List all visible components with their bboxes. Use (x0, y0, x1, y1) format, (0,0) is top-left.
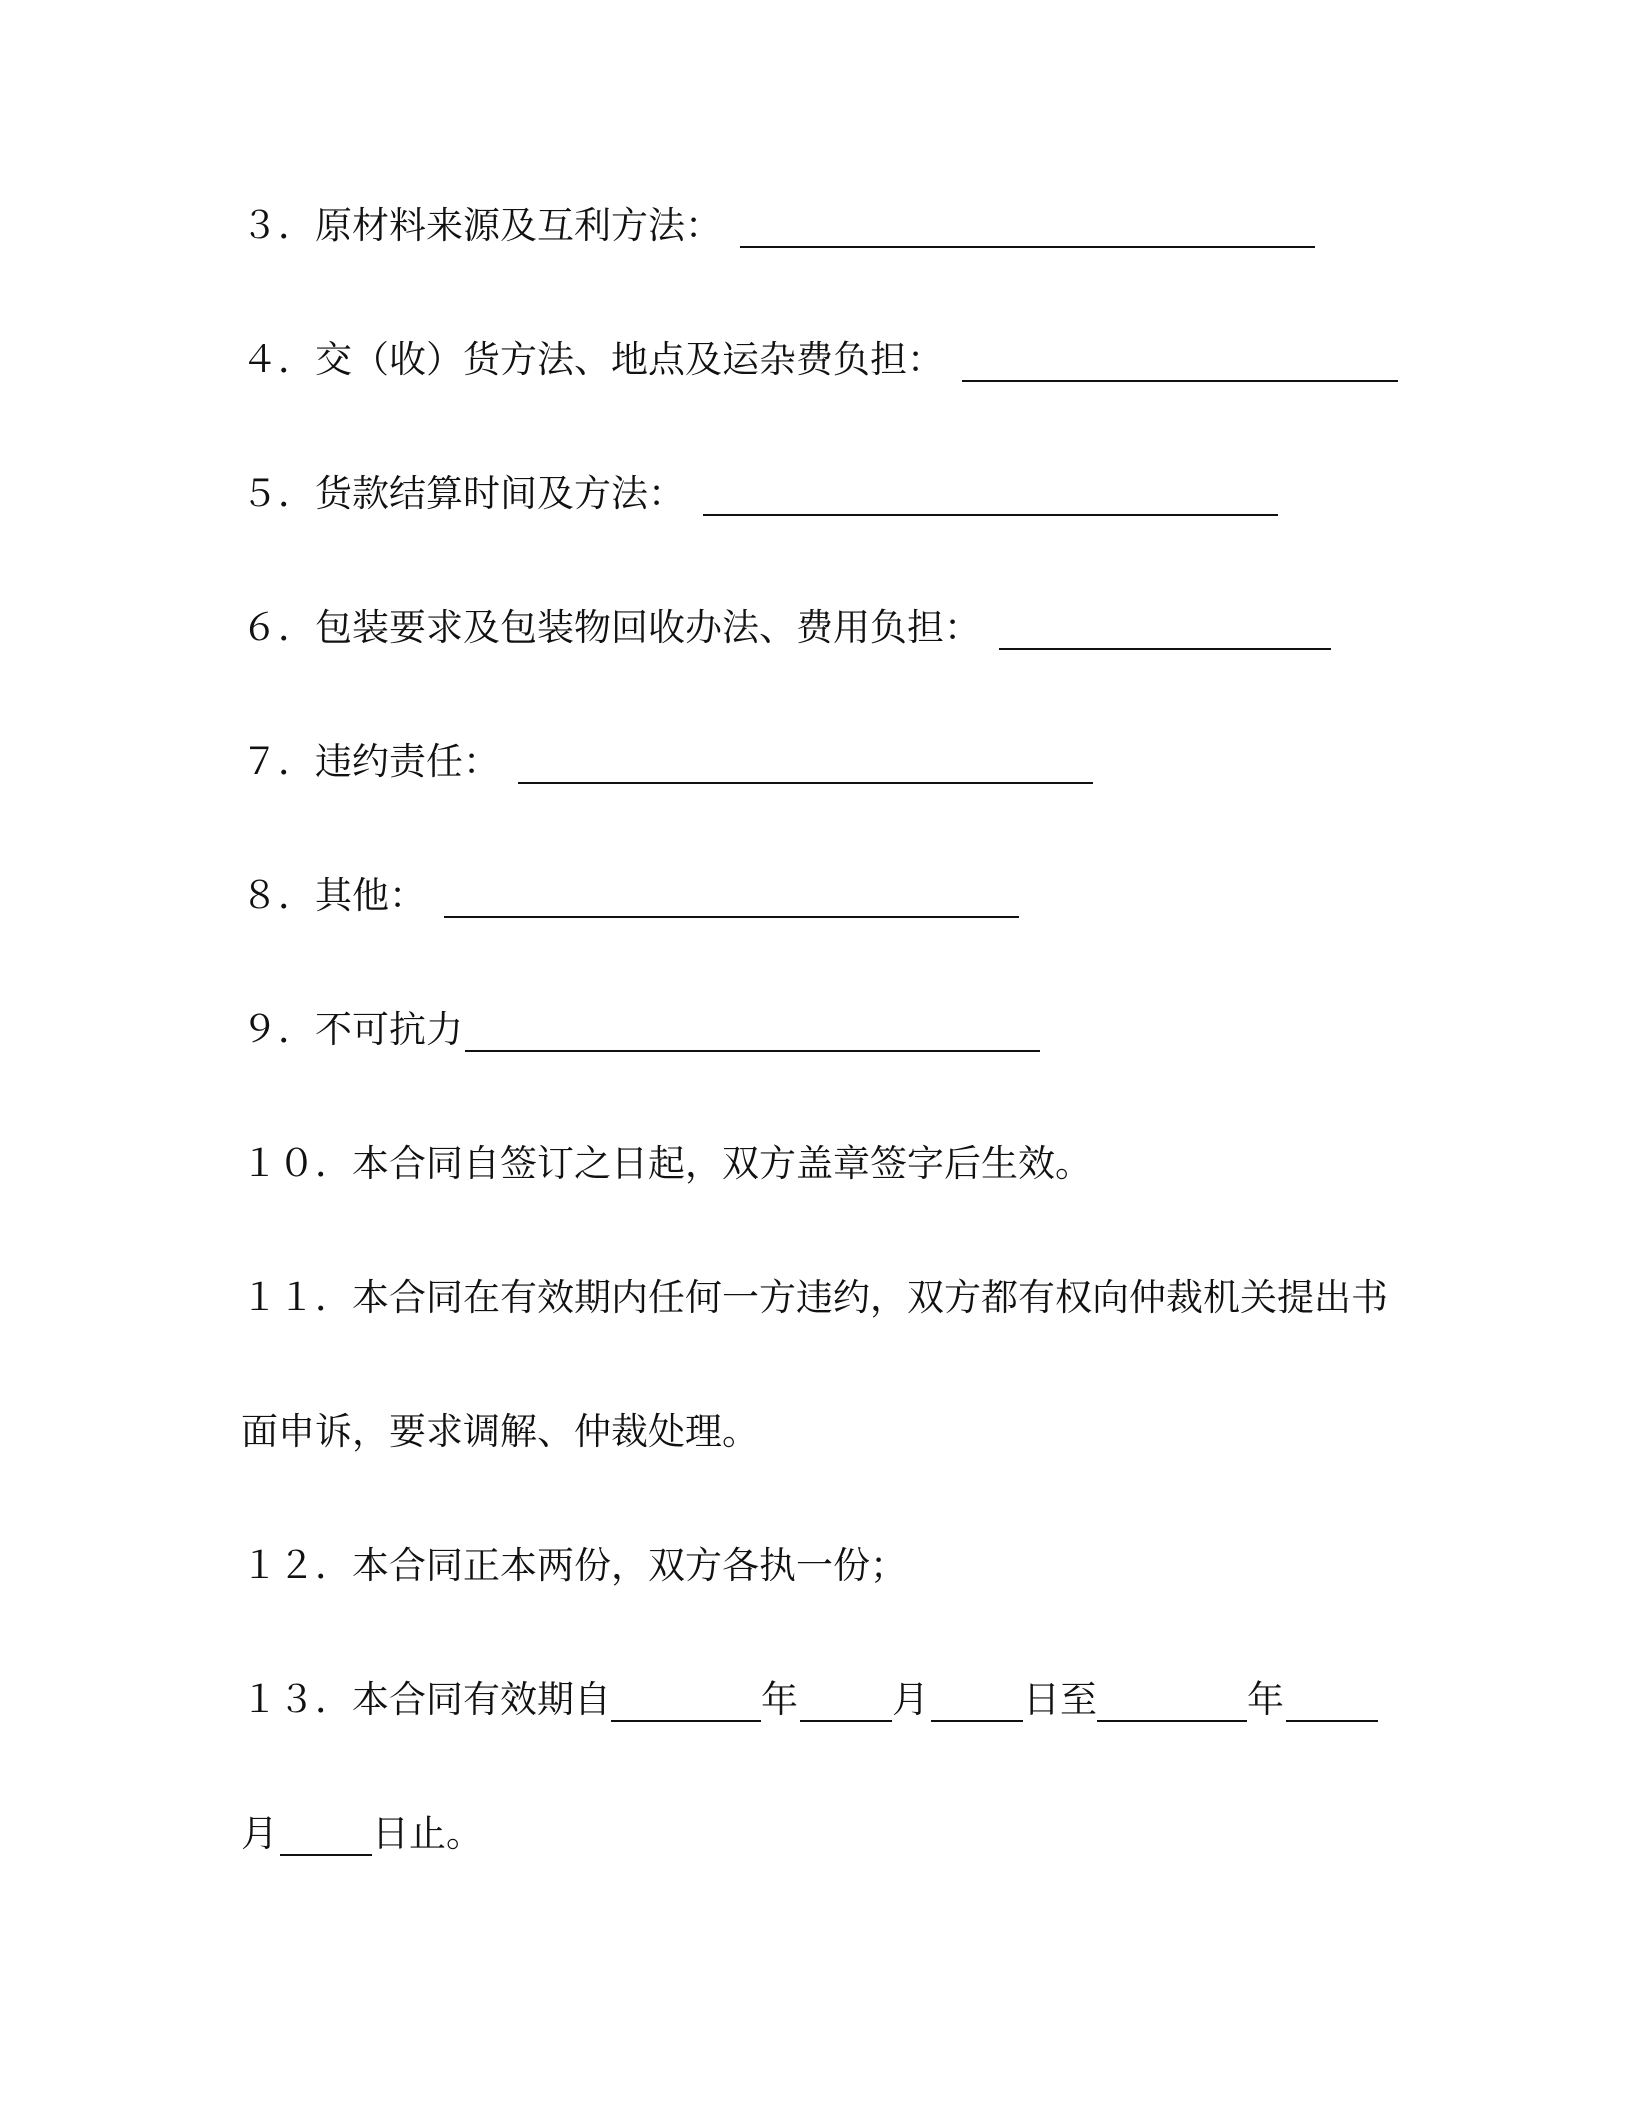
clause-number: ７． (241, 740, 315, 783)
clause-13 (241, 1664, 1378, 1724)
clause-number: ３． (241, 204, 315, 247)
clause-text: 本合同有效期自 (352, 1678, 611, 1721)
clause-text: 其他： (315, 874, 426, 917)
clause-5 (241, 458, 1278, 518)
clause-10 (241, 1128, 1092, 1188)
clause-12 (241, 1530, 907, 1590)
clause-11-continuation (241, 1396, 759, 1456)
month-label: 月 (892, 1678, 929, 1721)
clause-number: １１． (241, 1276, 352, 1319)
clause-number: ９． (241, 1008, 315, 1051)
fill-in-blank[interactable] (999, 610, 1331, 650)
fill-in-blank[interactable] (962, 342, 1398, 382)
fill-in-blank[interactable] (518, 744, 1093, 784)
year-label: 年 (1247, 1678, 1284, 1721)
fill-in-blank[interactable] (465, 1012, 1040, 1052)
start-month-blank[interactable] (800, 1682, 892, 1722)
clause-text: 本合同在有效期内任何一方违约，双方都有权向仲裁机关提出书 (352, 1276, 1388, 1319)
clause-13-continuation (241, 1798, 483, 1858)
month-label: 月 (241, 1812, 278, 1855)
start-day-blank[interactable] (931, 1682, 1023, 1722)
clause-6 (241, 592, 1331, 652)
clause-text: 不可抗力 (315, 1008, 463, 1051)
end-label: 日止。 (372, 1812, 483, 1855)
end-day-blank[interactable] (280, 1816, 372, 1856)
fill-in-blank[interactable] (703, 476, 1278, 516)
clause-text: 本合同自签订之日起，双方盖章签字后生效。 (352, 1142, 1092, 1185)
clause-11 (241, 1262, 1388, 1322)
clause-8 (241, 860, 1019, 920)
clause-text: 货款结算时间及方法： (315, 472, 685, 515)
end-month-blank[interactable] (1286, 1682, 1378, 1722)
clause-number: ５． (241, 472, 315, 515)
end-year-blank[interactable] (1097, 1682, 1247, 1722)
clause-text: 交（收）货方法、地点及运杂费负担： (315, 338, 944, 381)
clause-number: １３． (241, 1678, 352, 1721)
clause-number: ４． (241, 338, 315, 381)
clause-text: 违约责任： (315, 740, 500, 783)
clause-3 (241, 190, 1315, 250)
clause-7 (241, 726, 1093, 786)
fill-in-blank[interactable] (740, 208, 1315, 248)
fill-in-blank[interactable] (444, 878, 1019, 918)
start-year-blank[interactable] (611, 1682, 761, 1722)
clause-number: ８． (241, 874, 315, 917)
year-label: 年 (761, 1678, 798, 1721)
clause-9 (241, 994, 1040, 1054)
clause-text: 面申诉，要求调解、仲裁处理。 (241, 1410, 759, 1453)
clause-number: １２． (241, 1544, 352, 1587)
clause-4 (241, 324, 1398, 384)
clause-text: 原材料来源及互利方法： (315, 204, 722, 247)
clause-text: 本合同正本两份，双方各执一份； (352, 1544, 907, 1587)
clause-text: 包装要求及包装物回收办法、费用负担： (315, 606, 981, 649)
day-to-label: 日至 (1023, 1678, 1097, 1721)
clause-number: １０． (241, 1142, 352, 1185)
clause-number: ６． (241, 606, 315, 649)
